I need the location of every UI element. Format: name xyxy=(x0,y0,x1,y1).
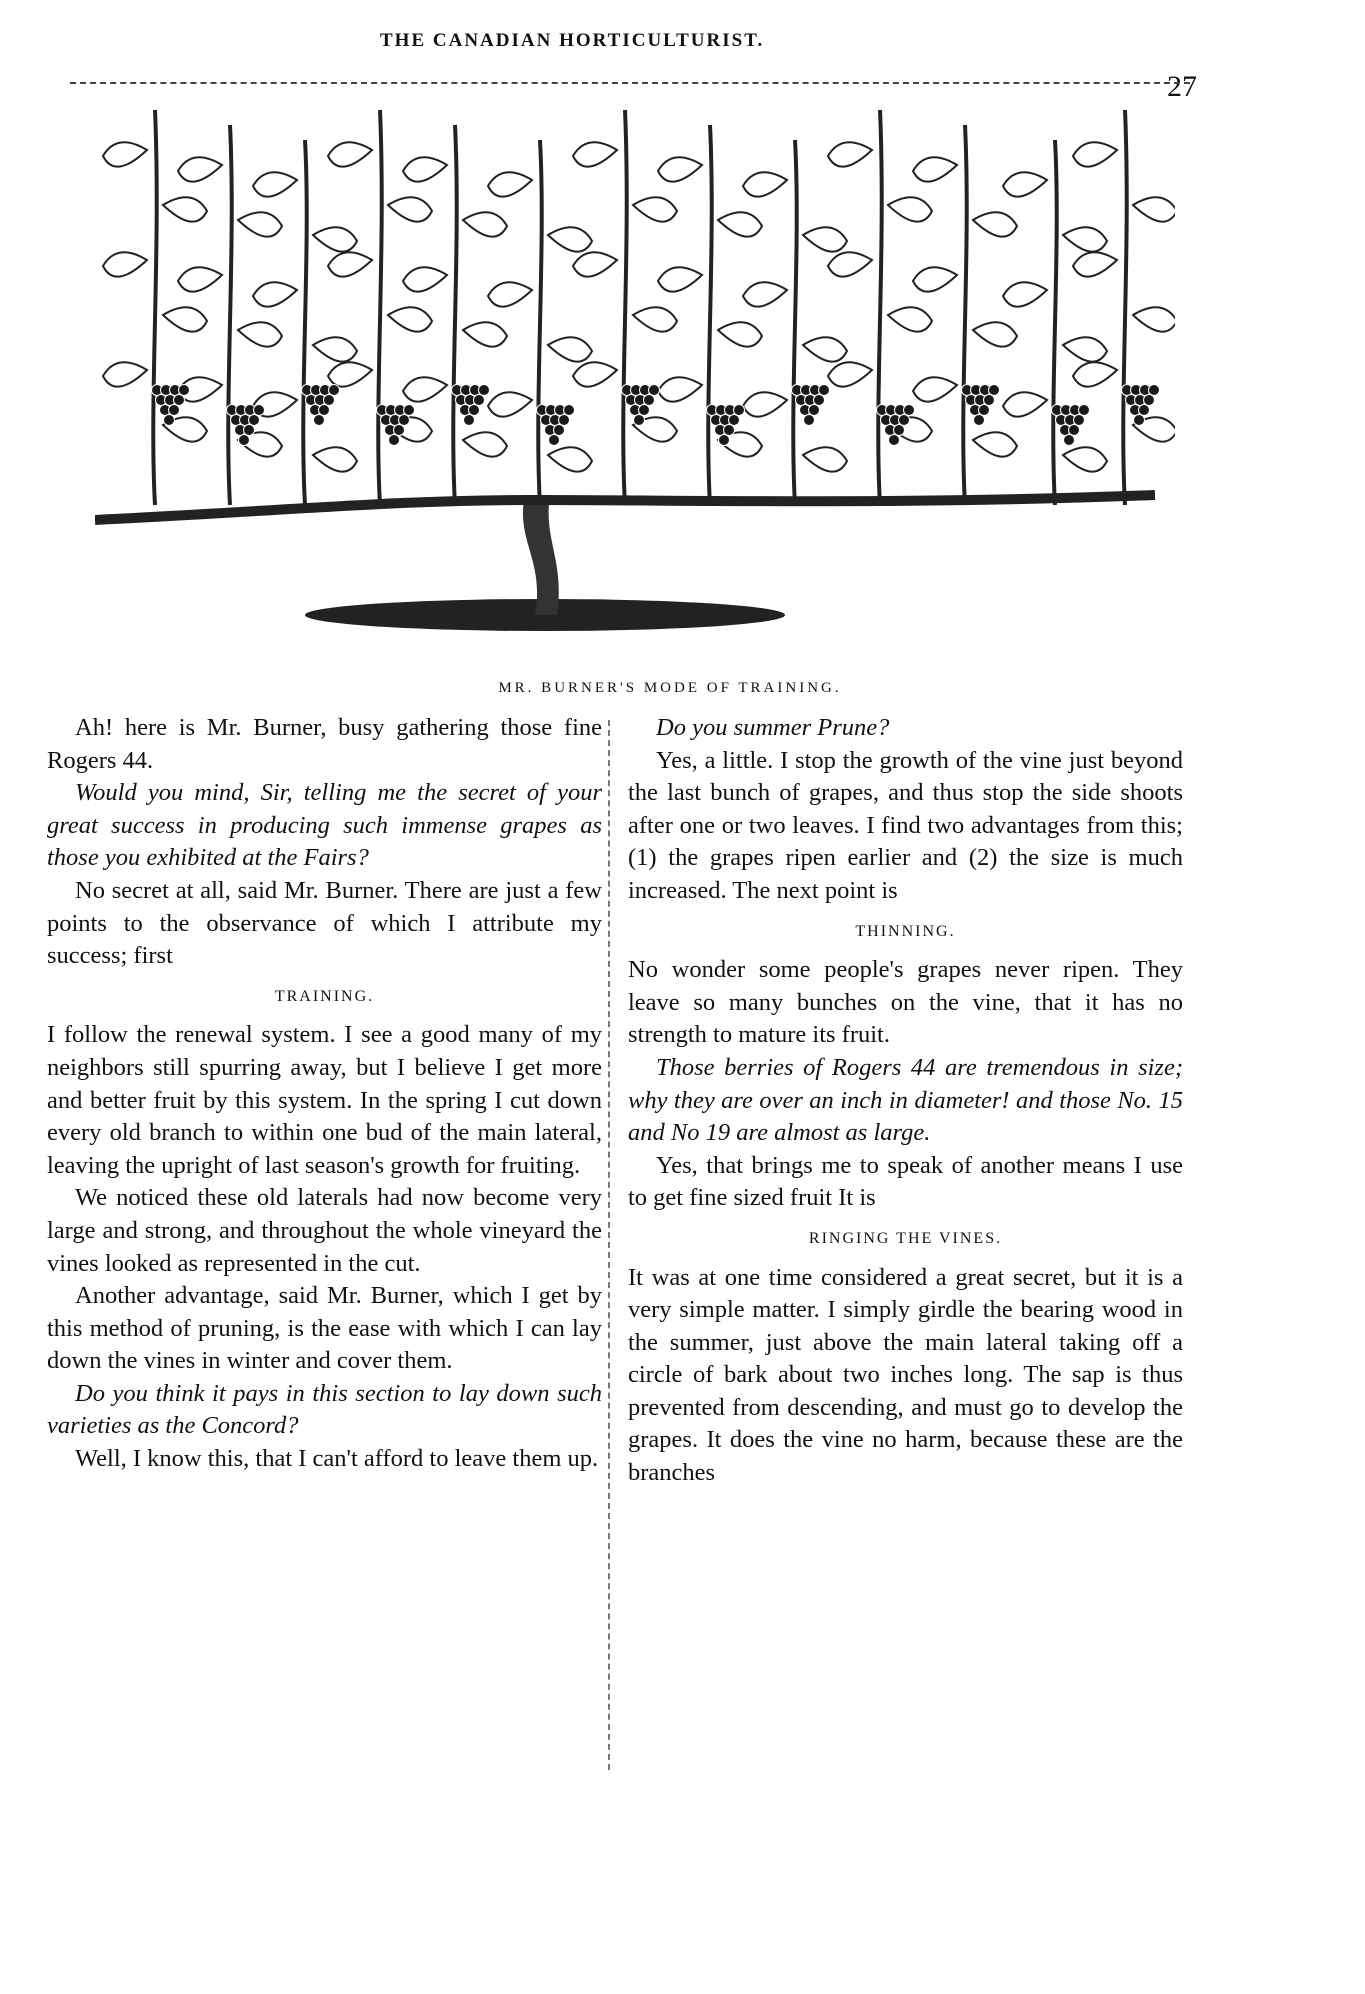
left-column xyxy=(47,712,602,1476)
vine-leaf xyxy=(913,377,957,401)
grape-cluster xyxy=(537,405,575,446)
vine-leaf xyxy=(1003,392,1047,416)
vine-leaf xyxy=(1073,142,1117,166)
vine-leaf xyxy=(633,197,677,221)
interviewer-question: Do you think it pays in this section to lay down such varieties as the Concord? xyxy=(47,1379,602,1440)
vine-leaf xyxy=(313,227,357,251)
grape-cluster xyxy=(452,385,490,426)
body-paragraph: It was at one time considered a great secret, but it is a very simple matter. I simply girdle the bearing wood in the summer, just above the main lateral taking off a circle of bark about two inches long. The sap is thus prevented from descending, and must go to develop the grapes. It does the vine no harm, because these are the branches xyxy=(628,1263,1183,1487)
vine-upright xyxy=(708,125,711,505)
vine-leaf xyxy=(388,197,432,221)
vine-leaf xyxy=(1073,362,1117,386)
vine-leaf xyxy=(488,172,532,196)
vine-leaf xyxy=(463,432,507,456)
vine-leaf xyxy=(463,322,507,346)
section-heading: THINNING. xyxy=(855,922,956,940)
interviewer-question: Would you mind, Sir, telling me the secret of your great success in producing such immense grapes as those you exhibited at the Fairs? xyxy=(47,779,602,872)
interviewer-question: Those berries of Rogers 44 are tremendous in size; why they are over an inch in diameter! and those No. 15 and No 19 are almost as large. xyxy=(628,1053,1183,1147)
body-paragraph: Well, I know this, that I can't afford to leave them up. xyxy=(75,1445,599,1473)
vine-leaf xyxy=(743,172,787,196)
vine-leaf xyxy=(743,282,787,306)
vine-leaf xyxy=(973,322,1017,346)
vine-leaf xyxy=(573,252,617,276)
vine-leaf xyxy=(718,212,762,236)
body-paragraph: We noticed these old laterals had now become very large and strong, and throughout the whole vineyard the vines looked as represented in the cut. xyxy=(47,1184,602,1277)
vine-leaf xyxy=(238,322,282,346)
vine-leaf xyxy=(803,447,847,471)
vine-leaf xyxy=(973,432,1017,456)
vine-leaf xyxy=(403,157,447,181)
vine-leaf xyxy=(658,377,702,401)
vine-upright xyxy=(1123,110,1126,505)
header-rule xyxy=(70,82,1190,84)
vine-upright xyxy=(228,125,231,505)
grape-cluster xyxy=(962,385,1000,426)
vine-leaf xyxy=(548,337,592,361)
vine-leaf xyxy=(828,362,872,386)
vine-leaf xyxy=(548,447,592,471)
vine-upright xyxy=(623,110,626,505)
vine-leaf xyxy=(163,197,207,221)
vine-upright xyxy=(303,140,306,505)
section-heading: TRAINING. xyxy=(274,987,375,1005)
vine-leaf xyxy=(743,392,787,416)
figure-caption: MR. BURNER'S MODE OF TRAINING. xyxy=(498,680,842,696)
body-paragraph: Ah! here is Mr. Burner, busy gathering those fine Rogers 44. xyxy=(47,714,602,774)
column-divider xyxy=(608,720,610,1770)
body-paragraph: No secret at all, said Mr. Burner. There are just a few points to the observance of which I attribute my success; first xyxy=(47,876,602,970)
vine-upright xyxy=(378,110,381,505)
vine-leaf xyxy=(253,172,297,196)
vine-leaf xyxy=(103,142,147,166)
vine-leaf xyxy=(658,267,702,291)
vine-trunk xyxy=(523,495,559,615)
running-header: THE CANADIAN HORTICULTURIST. xyxy=(380,30,765,51)
vine-leaf xyxy=(488,392,532,416)
vine-leaf xyxy=(488,282,532,306)
vine-leaf xyxy=(1133,307,1175,331)
body-paragraph: Another advantage, said Mr. Burner, which I get by this method of pruning, is the ease with which I can lay down the vines in winter and cover them. xyxy=(47,1282,602,1375)
vine-upright xyxy=(1053,140,1056,505)
vine-leaf xyxy=(913,157,957,181)
vine-upright xyxy=(878,110,881,505)
body-paragraph: No wonder some people's grapes never ripen. They leave so many bunches on the vine, that it has no strength to mature its fruit. xyxy=(628,956,1183,1049)
body-paragraph: I follow the renewal system. I see a good many of my neighbors still spurring away, but I believe I get more and better fruit by this system. In the spring I cut down every old branch to within one bud of the main lateral, leaving the upright of last season's growth for fruiting. xyxy=(47,1021,602,1179)
vine-leaf xyxy=(803,337,847,361)
right-column xyxy=(628,712,1183,1490)
vine-leaf xyxy=(328,362,372,386)
body-paragraph: Yes, a little. I stop the growth of the vine just beyond the last bunch of grapes, and thus stop the side shoots after one or two leaves. I find two advantages from this; (1) the grapes ripen earlier and (2) the size is much increased. The next point is xyxy=(628,746,1183,904)
vine-leaf xyxy=(803,227,847,251)
vine-leaf xyxy=(1003,282,1047,306)
vine-leaf xyxy=(573,142,617,166)
vine-leaf xyxy=(573,362,617,386)
vine-leaf xyxy=(178,157,222,181)
page-number: 27 xyxy=(1167,70,1197,103)
vine-leaf xyxy=(163,307,207,331)
vine-leaf xyxy=(388,307,432,331)
vine-leaf xyxy=(403,267,447,291)
vine-leaf xyxy=(913,267,957,291)
vine-upright xyxy=(963,125,966,505)
vine-leaf xyxy=(658,157,702,181)
vine-leaf xyxy=(403,377,447,401)
vine-leaf xyxy=(238,212,282,236)
vine-leaf xyxy=(828,252,872,276)
vine-leaf xyxy=(828,142,872,166)
vine-leaf xyxy=(178,267,222,291)
vine-leaf xyxy=(633,307,677,331)
grapevine-illustration xyxy=(95,100,1175,640)
vine-leaf xyxy=(1073,252,1117,276)
grape-cluster xyxy=(1052,405,1090,446)
vine-uprights xyxy=(103,110,1175,505)
vine-leaf xyxy=(1003,172,1047,196)
vine-leaf xyxy=(328,142,372,166)
vine-upright xyxy=(793,140,796,505)
vine-leaf xyxy=(313,337,357,361)
vine-leaf xyxy=(1063,447,1107,471)
grape-cluster xyxy=(792,385,830,426)
body-paragraph: Yes, that brings me to speak of another means I use to get fine sized fruit It is xyxy=(628,1151,1183,1212)
vine-leaf xyxy=(973,212,1017,236)
grape-cluster xyxy=(302,385,340,426)
vine-leaf xyxy=(313,447,357,471)
section-heading: RINGING THE VINES. xyxy=(808,1229,1003,1247)
vine-leaf xyxy=(1133,197,1175,221)
vine-upright xyxy=(153,110,156,505)
vine-leaf xyxy=(1063,337,1107,361)
interviewer-question: Do you summer Prune? xyxy=(656,714,890,741)
vine-leaf xyxy=(103,252,147,276)
vine-leaf xyxy=(888,307,932,331)
vine-upright xyxy=(538,140,541,505)
vine-leaf xyxy=(253,282,297,306)
vine-leaf xyxy=(463,212,507,236)
vine-leaf xyxy=(103,362,147,386)
vine-leaf xyxy=(548,227,592,251)
vine-leaf xyxy=(718,322,762,346)
vine-leaf xyxy=(888,197,932,221)
vine-leaf xyxy=(1063,227,1107,251)
vine-leaf xyxy=(328,252,372,276)
vine-upright xyxy=(453,125,456,505)
